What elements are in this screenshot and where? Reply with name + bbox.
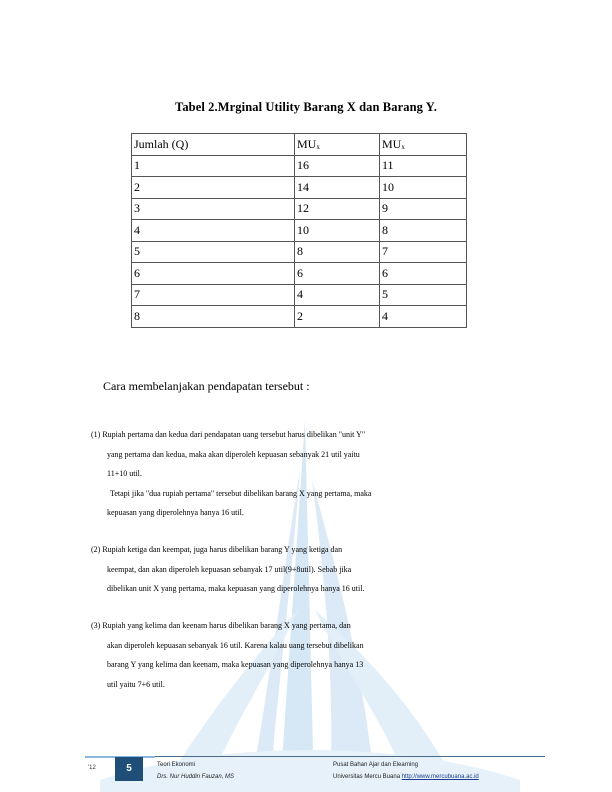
header-quantity: Jumlah (Q): [132, 134, 295, 156]
paragraph-line: barang Y yang kelima dan keenam, maka kepuasan yang diperolehnya hanya 13: [107, 660, 364, 669]
paragraph-line: 11+10 util.: [107, 469, 142, 478]
cell-mux: 2: [295, 306, 380, 328]
paragraph-line: kepuasan yang diperolehnya hanya 16 util.: [107, 508, 244, 517]
footer-author: Drs. Nur Huddin Fauzan, MS: [157, 774, 235, 780]
cell-quantity: 1: [132, 155, 295, 177]
cell-mux: 6: [295, 263, 380, 285]
header-mux: $MU_x$: [295, 134, 380, 156]
cell-muy: 4: [380, 306, 467, 328]
table-row: [132, 263, 467, 285]
paragraph-line: dibelikan unit X yang pertama, maka kepuasan yang diperolehnya hanya 16 util.: [107, 584, 365, 593]
table-title: Tabel 2.Mrginal Utility Barang X dan Barang Y.: [175, 100, 437, 114]
footer-year-label: '12: [88, 765, 96, 771]
cell-muy: 5: [380, 284, 467, 306]
paragraph-line: (1) Rupiah pertama dan kedua dari pendapatan uang tersebut harus dibelikan "unit Y": [91, 430, 366, 439]
table-row: [132, 284, 467, 306]
paragraph-line: Tetapi jika "dua rupiah pertama" tersebut dibelikan barang X yang pertama, maka: [110, 488, 372, 498]
cell-quantity: 2: [132, 177, 295, 199]
paragraph-line: util yaitu 7+6 util.: [107, 679, 165, 689]
cell-mux: 12: [295, 198, 380, 220]
paragraph-line: yang pertama dan kedua, maka akan diperoleh kepuasan sebanyak 21 util yaitu: [107, 449, 360, 459]
cell-quantity: 4: [132, 220, 295, 242]
paragraph-1: [91, 425, 491, 523]
footer-center: Pusat Bahan Ajar dan Elearning: [333, 762, 419, 768]
cell-muy: 8: [380, 220, 467, 242]
footer-divider: [155, 756, 545, 757]
footer-university: Universitas Mercu Buana: [333, 774, 401, 780]
cell-mux: 16: [295, 155, 380, 177]
cell-quantity: 7: [132, 284, 295, 306]
paragraph-line: (2) Rupiah ketiga dan keempat, juga harus dibelikan barang Y yang ketiga dan: [91, 545, 343, 554]
table-row: [132, 220, 467, 242]
table-row: [132, 155, 467, 177]
table-row: [132, 306, 467, 328]
cell-muy: 6: [380, 263, 467, 285]
paragraph-line: akan diperoleh kepuasan sebanyak 16 util. Karena kalau uang tersebut dibelikan: [107, 640, 364, 650]
footer-url-link[interactable]: http://www.mercubuana.ac.id: [401, 774, 479, 780]
header-muy: $MU_x$: [380, 134, 467, 156]
cell-quantity: 6: [132, 263, 295, 285]
cell-quantity: 3: [132, 198, 295, 220]
paragraph-line: keempat, dan akan diperoleh kepuasan sebanyak 17 util(9+8util). Sebab jika: [107, 564, 352, 574]
footer-course: Teori Ekonomi: [157, 762, 196, 768]
paragraph-2: [91, 540, 491, 599]
cell-quantity: 8: [132, 306, 295, 328]
footer-university-line: [333, 774, 479, 780]
table-row: [132, 241, 467, 263]
cell-mux: 8: [295, 241, 380, 263]
cell-muy: 11: [380, 155, 467, 177]
page-number: 5: [115, 757, 143, 781]
table-row: [132, 198, 467, 220]
marginal-utility-table: [131, 133, 467, 328]
cell-mux: 4: [295, 284, 380, 306]
cell-quantity: 5: [132, 241, 295, 263]
cell-mux: 14: [295, 177, 380, 199]
cell-muy: 7: [380, 241, 467, 263]
table-header-row: [132, 134, 467, 156]
paragraph-line: (3) Rupiah yang kelima dan keenam harus dibelikan barang X yang pertama, dan: [91, 621, 351, 630]
table-row: [132, 177, 467, 199]
cell-muy: 10: [380, 177, 467, 199]
paragraph-3: [91, 616, 491, 694]
cell-mux: 10: [295, 220, 380, 242]
cell-muy: 9: [380, 198, 467, 220]
intro-text: Cara membelanjakan pendapatan tersebut :: [103, 379, 310, 393]
